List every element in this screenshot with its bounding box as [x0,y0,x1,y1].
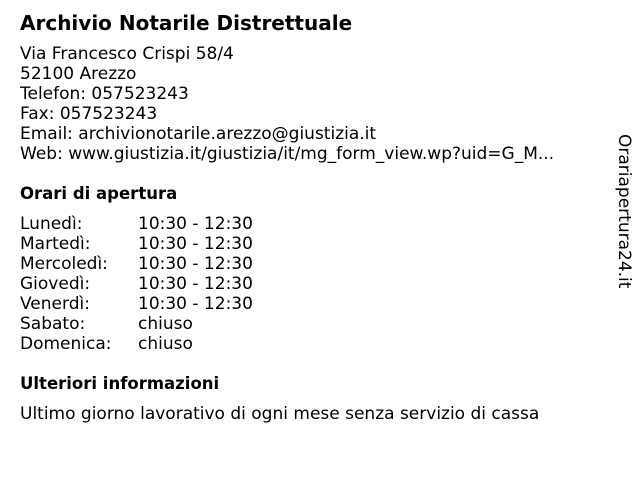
day-label: Lunedì: [20,214,83,234]
address-street: Via Francesco Crispi 58/4 [20,44,234,64]
hours-row-wednesday [20,254,320,274]
opening-hours-table [20,214,320,354]
time-value: 10:30 - 12:30 [138,214,253,234]
time-value: 10:30 - 12:30 [138,254,253,274]
day-label: Venerdì: [20,294,90,314]
contact-block [20,44,554,164]
day-label: Mercoledì: [20,254,108,274]
page-title: Archivio Notarile Distrettuale [20,11,353,35]
time-value: 10:30 - 12:30 [138,294,253,314]
more-info-text: Ultimo giorno lavorativo di ogni mese senza servizio di cassa [20,404,540,424]
opening-hours-heading: Orari di apertura [20,184,178,203]
hours-row-sunday [20,334,320,354]
day-label: Giovedì: [20,274,91,294]
day-label: Martedì: [20,234,91,254]
hours-row-thursday [20,274,320,294]
time-value: chiuso [138,314,193,334]
fax-line: Fax: 057523243 [20,104,158,124]
hours-row-monday [20,214,320,234]
hours-row-friday [20,294,320,314]
site-watermark [613,134,639,310]
time-value: chiuso [138,334,193,354]
time-value: 10:30 - 12:30 [138,234,253,254]
phone-line: Telefon: 057523243 [20,84,189,104]
hours-row-saturday [20,314,320,334]
web-line[interactable]: Web: www.giustizia.it/giustizia/it/mg_form_view.wp?uid=G_M... [20,144,555,164]
day-label: Domenica: [20,334,112,354]
hours-row-tuesday [20,234,320,254]
more-info-heading: Ulteriori informazioni [20,374,220,393]
address-city: 52100 Arezzo [20,64,137,84]
email-line: Email: archivionotarile.arezzo@giustizia.it [20,124,377,144]
watermark-text: Orariapertura24.it [614,134,634,289]
day-label: Sabato: [20,314,86,334]
time-value: 10:30 - 12:30 [138,274,253,294]
